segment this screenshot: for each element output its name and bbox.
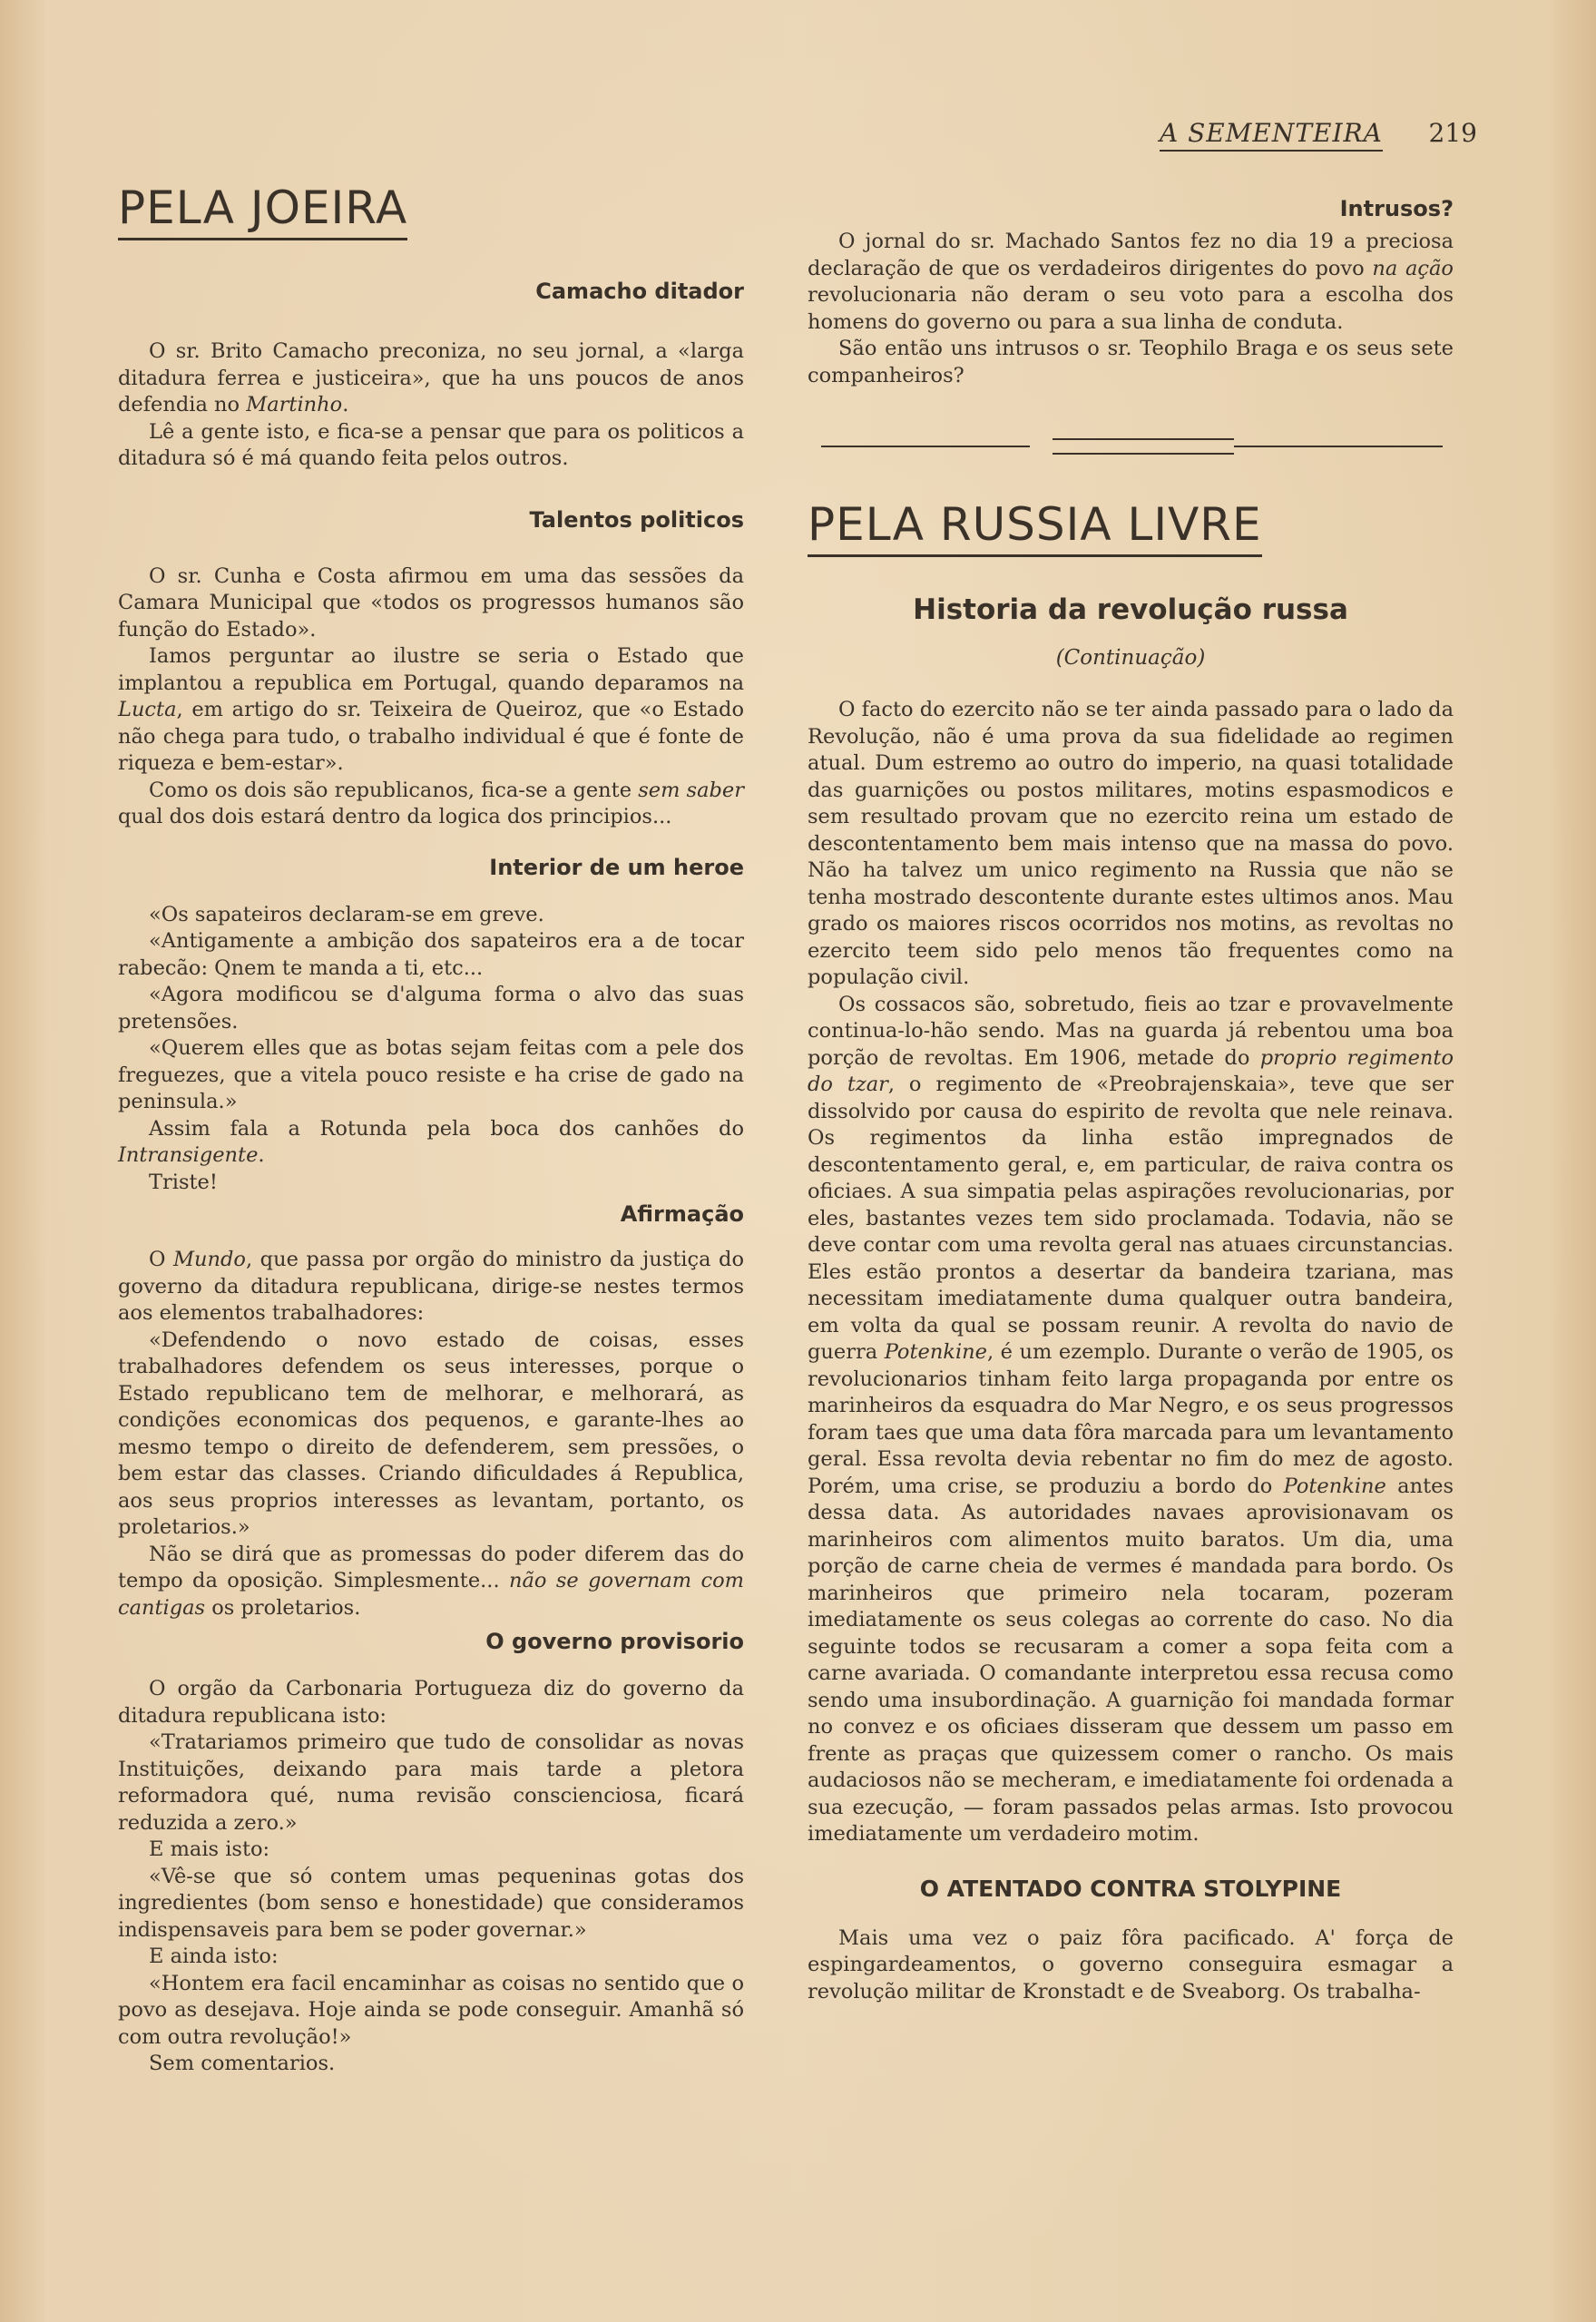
text: antes dessa data. As autoridades navaes aprovisionavam os marinheiros com alimentos muito baratos. Um dia, uma porção de carne cheia de vermes é mandada para bordo. Os marinheiros que primeiro nela tocaram, pozeram imediatamente os seus colegas ao corrente do caso. No dia seguinte todos se recusaram a comer a sopa feita com a carne avariada. O comandante interpretou essa recusa como sendo uma insubordinação. A guarnição foi mandada formar no convez e os oficiaes disseram que dessem um passo em frente as praças que quizessem comer o rancho. Os mais audaciosos não se mecheram, e imediatamente foi ordenada a sua ezecução, — foram passados pelas armas. Isto provocou imediatamente um verdadeiro motim. — [808, 1474, 1454, 1846]
text: O sr. Cunha e Costa afirmou em uma das sessões da Camara Municipal que «todos os progressos humanos são função do Estado». — [118, 563, 744, 642]
article-interior-de-um-heroe — [118, 855, 744, 1197]
italic-text: Intransigente — [118, 1143, 259, 1167]
paragraph — [808, 697, 1454, 992]
paragraph — [118, 1170, 744, 1197]
paragraph — [118, 1676, 744, 1729]
text: , em artigo do sr. Teixeira de Queiroz, que «o Estado não chega para tudo, o trabalho individual é que é fonte de riqueza e bem-estar». — [118, 698, 744, 775]
paragraph — [808, 336, 1454, 389]
article-body — [118, 902, 744, 1197]
italic-text: Martinho — [246, 393, 343, 416]
text: os proletarios. — [205, 1595, 361, 1620]
paragraph — [118, 643, 744, 778]
text: «Agora modificou se d'alguma forma o alvo das suas pretensões. — [118, 983, 744, 1034]
left-column — [118, 181, 744, 2078]
paragraph — [118, 1116, 744, 1170]
italic-text: Mundo — [173, 1248, 246, 1271]
text: O orgão da Carbonaria Portugueza diz do governo da ditadura republicana isto: — [118, 1677, 744, 1728]
text: Os cossacos são, sobretudo, fieis ao tzar e provavelmente continua-lo-hão sendo. Mas na guarda já rebentou uma boa porção de revoltas. Em 1906, metade do — [808, 992, 1454, 1070]
article-title: Camacho ditador — [535, 279, 744, 304]
paragraph — [118, 2051, 744, 2078]
article-atentado-stolypine — [808, 1876, 1454, 2006]
article-afirmacao — [118, 1201, 744, 1621]
text: O — [149, 1248, 173, 1271]
ornamental-divider — [808, 433, 1454, 460]
text: qual dos dois estará dentro da logica dos principios... — [118, 805, 672, 828]
paragraph — [118, 419, 744, 473]
paragraph — [118, 1729, 744, 1837]
paragraph — [118, 982, 744, 1035]
article-body — [808, 229, 1454, 389]
paragraph — [118, 1328, 744, 1542]
paragraph — [808, 992, 1454, 1848]
paragraph — [118, 1971, 744, 2052]
paragraph — [808, 229, 1454, 336]
text: Triste! — [149, 1170, 218, 1194]
text: «Vê-se que só contem umas pequeninas gotas dos ingredientes (bom senso e honestidade) que consideramos indispensaveis para bem se poder governar.» — [118, 1864, 744, 1942]
article-o-governo-provisorio — [118, 1629, 744, 2078]
paragraph — [118, 778, 744, 831]
text: O facto do ezercito não se ter ainda passado para o lado da Revolução, não é uma prova da sua fidelidade ao regimen atual. Dum estremo ao outro do imperio, na quasi totalidade das guarnições ou postos militares, motins espasmodicos e sem resultado provam que no ezercito reina um estado de descontentamento bem mais intenso que na massa do povo. Não ha talvez um unico regimento na Russia que não se tenha mostrado descontente durante estes ultimos anos. Mau grado os maiores riscos ocorridos nos motins, as revoltas no ezercito teem sido pelo menos tão frequentes como na população civil. — [808, 698, 1454, 989]
text: «Querem elles que as botas sejam feitas com a pele dos freguezes, que a vitela pouco resiste e ha crise de gado na peninsula.» — [118, 1036, 744, 1113]
article-title: Afirmação — [620, 1201, 744, 1227]
article-title: O governo provisorio — [485, 1629, 744, 1654]
text: Não se dirá que as promessas do poder diferem das do tempo da oposição. Simplesmente... — [118, 1542, 744, 1592]
article-body — [808, 1925, 1454, 2006]
text: . — [258, 1143, 265, 1167]
text: «Antigamente a ambição dos sapateiros era a de tocar rabecão: Qnem te manda a ti, etc... — [118, 929, 744, 980]
article-body — [118, 338, 744, 473]
section-title-pela-russia-livre: PELA RUSSIA LIVRE — [808, 498, 1262, 557]
article-title: Talentos politicos — [529, 506, 744, 533]
text: Assim fala a Rotunda pela boca dos canhões do — [149, 1116, 744, 1141]
paragraph — [118, 902, 744, 929]
publication-title: A SEMENTEIRA — [1160, 118, 1383, 152]
text: O jornal do sr. Machado Santos fez no dia 19 a preciosa declaração de que os verdadeiros dirigentes do povo — [808, 230, 1454, 280]
text: «Os sapateiros declaram-se em greve. — [149, 902, 544, 926]
paragraph — [118, 1035, 744, 1116]
paragraph — [118, 1864, 744, 1945]
article-talentos-politicos — [118, 507, 744, 831]
text: revolucionaria não deram o seu voto para a escolha dos homens do governo ou para a sua linha de conduta. — [808, 283, 1454, 334]
article-body — [118, 1247, 744, 1621]
paragraph — [118, 1542, 744, 1622]
text: São então uns intrusos o sr. Teophilo Braga e os seus sete companheiros? — [808, 337, 1454, 387]
right-column — [808, 181, 1454, 2005]
text: Como os dois são republicanos, fica-se a gente — [149, 778, 639, 802]
continued-note: (Continuação) — [1055, 646, 1206, 670]
text: Mais uma vez o paiz fôra pacificado. A' força de espingardeamentos, o governo conseguira esmagar a revolução militar de Kronstadt e de Sveaborg. Os trabalha- — [808, 1925, 1454, 2004]
text: Iamos perguntar ao ilustre se seria o Estado que implantou a republica em Portugal, quando deparamos na — [118, 644, 744, 695]
text: , que passa por orgão do ministro da justiça do governo da ditadura republicana, dirige-se nestes termos aos elementos trabalhadores: — [118, 1248, 744, 1325]
paragraph — [118, 563, 744, 644]
article-title: Intrusos? — [1339, 196, 1454, 221]
text: . — [342, 393, 349, 416]
text: Sem comentarios. — [149, 2052, 336, 2075]
text: O sr. Brito Camacho preconiza, no seu jornal, a «larga ditadura ferrea e justiceira», que ha uns poucos de anos defendia no — [118, 339, 744, 416]
paragraph — [808, 1925, 1454, 2006]
article-body — [118, 1676, 744, 2078]
page-number: 219 — [1428, 118, 1477, 148]
italic-text: Potenkine — [1283, 1474, 1386, 1498]
paragraph — [118, 1247, 744, 1328]
paragraph — [118, 1944, 744, 1971]
article-body — [118, 563, 744, 831]
paragraph — [118, 1837, 744, 1864]
text: E ainda isto: — [149, 1945, 279, 1968]
text: Lê a gente isto, e fica-se a pensar que para os politicos a ditadura só é má quando feita pelos outros. — [118, 419, 744, 470]
article-title: Historia da revolução russa — [913, 593, 1348, 626]
paragraph — [118, 338, 744, 419]
text: «Defendendo o novo estado de coisas, esses trabalhadores defendem os seus interesses, porque o Estado republicano tem de melhorar, e melhorará, as condições economicas dos pequenos, e garante-lhes ao mesmo tempo o direito de defenderem, sem pressões, o bem estar das classes. Criando dificuldades á Republica, aos seus proprios interesses as levantam, portanto, os proletarios.» — [118, 1328, 744, 1539]
italic-text: não se governam com cantigas — [118, 1569, 744, 1620]
article-title: O ATENTADO CONTRA STOLYPINE — [919, 1875, 1342, 1902]
article-body — [808, 697, 1454, 1848]
italic-text: proprio regimento do tzar — [808, 1045, 1454, 1096]
italic-text: na ação — [1372, 256, 1454, 280]
article-intrusos — [808, 196, 1454, 389]
italic-text: Potenkine — [884, 1340, 987, 1364]
section-title-pela-joeira: PELA JOEIRA — [118, 181, 407, 240]
text: , é um ezemplo. Durante o verão de 1905, os revolucionarios tinham feito larga propaganda por entre os marinheiros da esquadra do Mar Negro, e os seus progressos foram taes que uma data fôra marcada para um levantamento geral. Essa revolta devia rebentar no fim do mez de agosto. Porém, uma crise, se produziu a bordo do — [808, 1340, 1454, 1498]
text: , o regimento de «Preobrajenskaia», teve que ser dissolvido por causa do espirito de revolta que nele reinava. Os regimentos da linha estão impregnados de descontentamento geral, e, em particular, de raiva contra os oficiaes. A sua simpatia pelas aspirações revolucionarias, por eles, bastantes vezes tem sido proclamada. Todavia, não se deve contar com uma revolta geral nas atuaes circunstancias. Eles estão prontos a desertar da bandeira tzariana, mas necessitam imediatamente duma qualquer outra bandeira, em volta da qual se possam reunir. A revolta do navio de guerra — [808, 1073, 1454, 1364]
article-title: Interior de um heroe — [489, 854, 744, 880]
running-header — [1160, 118, 1477, 160]
italic-text: Lucta — [118, 698, 177, 721]
text: «Hontem era facil encaminhar as coisas no sentido que o povo as desejava. Hoje ainda se pode conseguir. Amanhã só com outra revolução!» — [118, 1971, 744, 2049]
text: «Tratariamos primeiro que tudo de consolidar as novas Instituições, deixando para mais tarde a pletora reformadora qué, numa revisão conscienciosa, ficará reduzida a zero.» — [118, 1730, 744, 1835]
text: E mais isto: — [149, 1837, 270, 1861]
italic-text: sem saber — [638, 778, 744, 802]
article-camacho-ditador — [118, 279, 744, 473]
paragraph — [118, 928, 744, 982]
